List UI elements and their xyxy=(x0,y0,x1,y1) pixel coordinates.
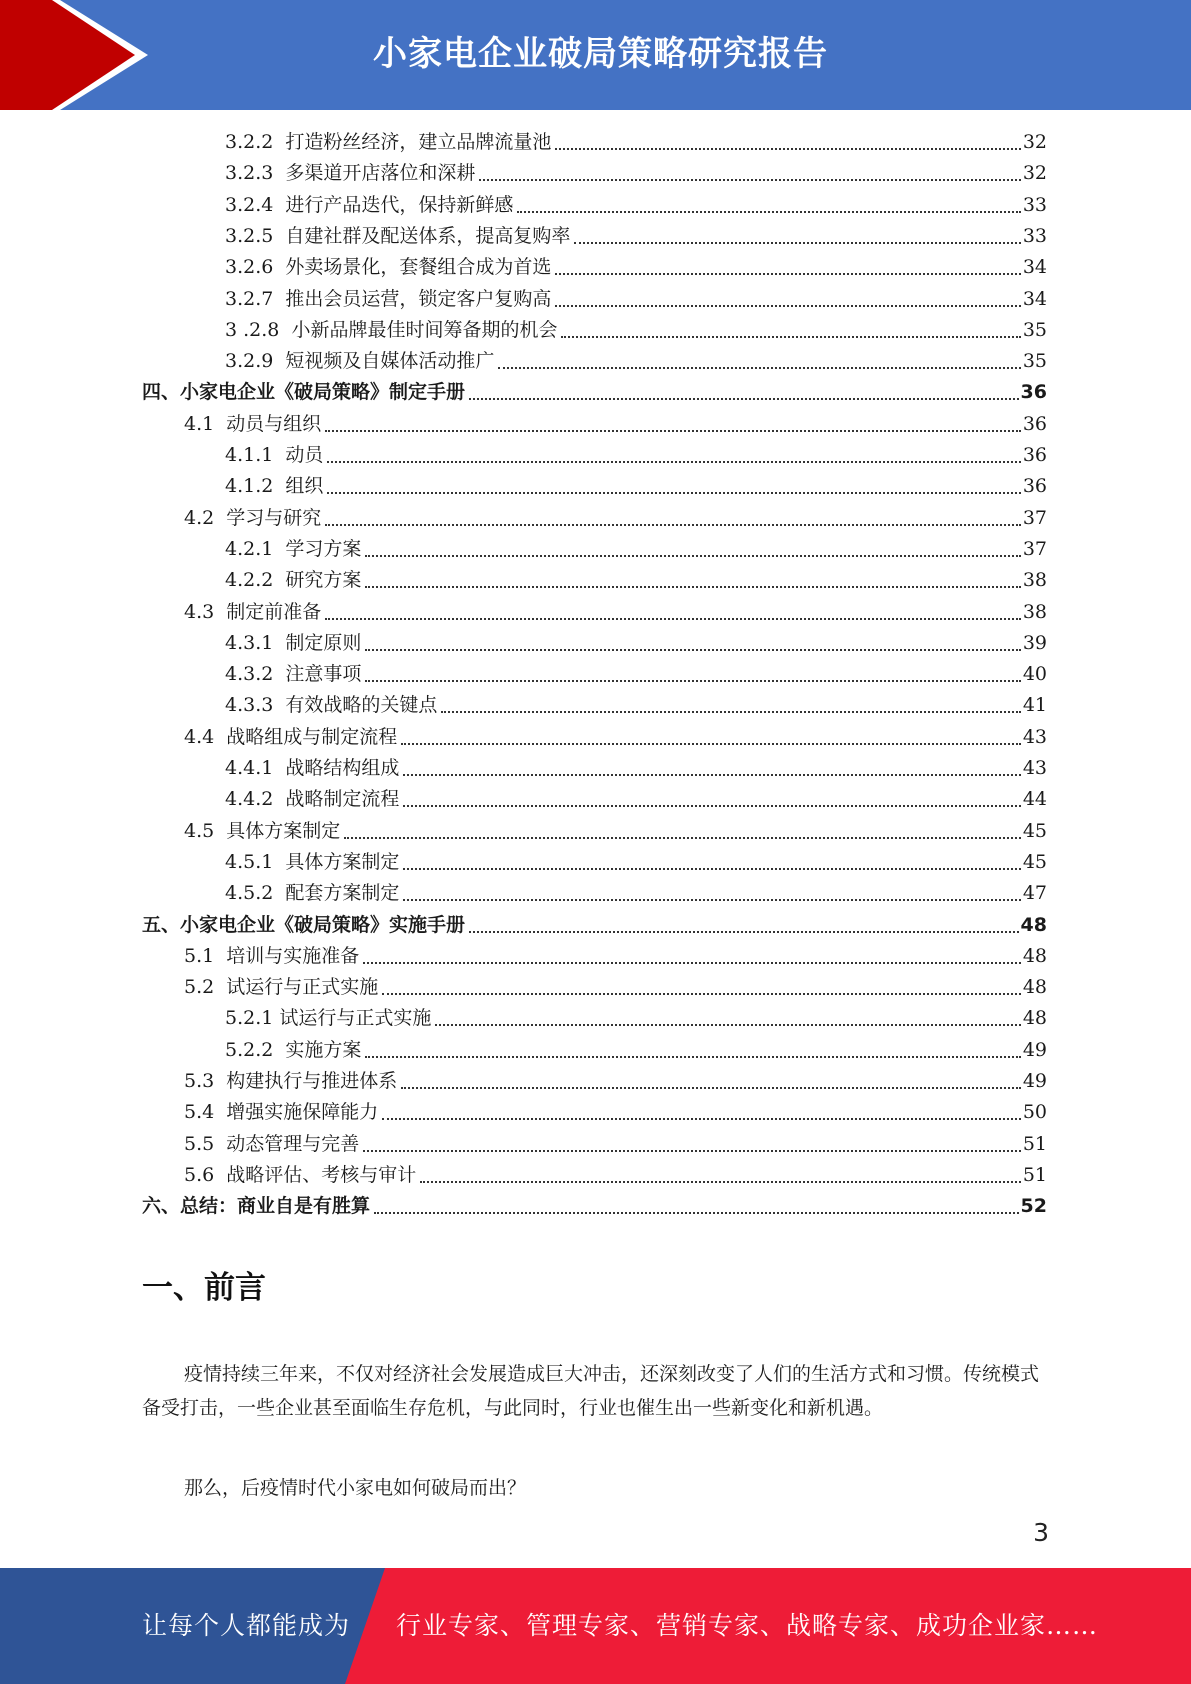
toc-dot-leader xyxy=(574,241,1020,244)
toc-entry-page-number: 45 xyxy=(1022,820,1047,842)
toc-entry[interactable] xyxy=(0,1035,1047,1066)
toc-entry-page-number: 40 xyxy=(1022,663,1047,685)
toc-entry-page-number: 39 xyxy=(1022,632,1047,654)
toc-entry[interactable] xyxy=(0,440,1047,471)
toc-dot-leader xyxy=(365,554,1020,557)
toc-entry-page-number: 48 xyxy=(1022,1007,1047,1029)
toc-entry[interactable] xyxy=(0,409,1047,440)
toc-dot-leader xyxy=(403,867,1020,870)
toc-entry-page-number: 38 xyxy=(1022,569,1047,591)
toc-entry-label: 5.3 构建执行与推进体系 xyxy=(184,1070,398,1092)
toc-entry-label: 5.4 增强实施保障能力 xyxy=(184,1101,379,1123)
toc-dot-leader xyxy=(325,429,1021,432)
toc-dot-leader xyxy=(561,335,1020,338)
toc-entry[interactable] xyxy=(0,158,1047,189)
toc-entry[interactable] xyxy=(0,910,1047,941)
toc-dot-leader xyxy=(344,836,1021,839)
toc-entry-page-number: 51 xyxy=(1022,1164,1047,1186)
toc-entry[interactable] xyxy=(0,784,1047,815)
toc-entry-label: 5.1 培训与实施准备 xyxy=(184,945,360,967)
toc-entry-page-number: 36 xyxy=(1022,475,1047,497)
toc-dot-leader xyxy=(403,804,1020,807)
page-header xyxy=(0,0,1191,110)
toc-entry-page-number: 37 xyxy=(1022,507,1047,529)
toc-entry-label: 4.1.1 动员 xyxy=(225,444,324,466)
toc-entry-label: 4.4.1 战略结构组成 xyxy=(225,757,400,779)
toc-dot-leader xyxy=(435,1023,1020,1026)
toc-entry-page-number: 33 xyxy=(1022,194,1047,216)
toc-entry-label: 4.2.1 学习方案 xyxy=(225,538,362,560)
toc-entry-label: 4.3.3 有效战略的关键点 xyxy=(225,694,438,716)
toc-entry[interactable] xyxy=(0,190,1047,221)
toc-dot-leader xyxy=(555,147,1020,150)
toc-dot-leader xyxy=(555,304,1020,307)
toc-entry-label: 4.4.2 战略制定流程 xyxy=(225,788,400,810)
toc-entry-label: 3 .2.8 小新品牌最佳时间筹备期的机会 xyxy=(225,319,558,341)
toc-entry[interactable] xyxy=(0,722,1047,753)
toc-entry[interactable] xyxy=(0,346,1047,377)
toc-dot-leader xyxy=(441,710,1020,713)
toc-entry-label: 3.2.5 自建社群及配送体系，提高复购率 xyxy=(225,225,571,247)
toc-entry-label: 五、小家电企业《破局策略》实施手册 xyxy=(142,914,466,936)
toc-dot-leader xyxy=(365,585,1020,588)
toc-dot-leader xyxy=(420,1180,1021,1183)
toc-entry-page-number: 50 xyxy=(1022,1101,1047,1123)
toc-entry[interactable] xyxy=(0,690,1047,721)
toc-entry-page-number: 36 xyxy=(1022,444,1047,466)
toc-entry[interactable] xyxy=(0,377,1047,408)
toc-entry-label: 六、总结：商业自是有胜算 xyxy=(142,1195,371,1217)
toc-entry[interactable] xyxy=(0,628,1047,659)
toc-entry-page-number: 43 xyxy=(1022,757,1047,779)
toc-dot-leader xyxy=(327,460,1020,463)
toc-entry[interactable] xyxy=(0,972,1047,1003)
toc-entry-page-number: 34 xyxy=(1022,256,1047,278)
document-title: 小家电企业破局策略研究报告 xyxy=(373,34,828,74)
toc-dot-leader xyxy=(327,491,1020,494)
toc-entry[interactable] xyxy=(0,284,1047,315)
toc-dot-leader xyxy=(382,992,1021,995)
toc-dot-leader xyxy=(403,773,1020,776)
toc-dot-leader xyxy=(363,961,1021,964)
toc-entry-label: 4.3 制定前准备 xyxy=(184,601,322,623)
toc-entry-label: 3.2.4 进行产品迭代，保持新鲜感 xyxy=(225,194,514,216)
toc-entry[interactable] xyxy=(0,127,1047,158)
toc-entry-page-number: 32 xyxy=(1022,162,1047,184)
toc-entry-label: 4.5 具体方案制定 xyxy=(184,820,341,842)
toc-dot-leader xyxy=(325,617,1021,620)
toc-entry-page-number: 33 xyxy=(1022,225,1047,247)
toc-dot-leader xyxy=(401,742,1021,745)
toc-entry-page-number: 49 xyxy=(1022,1039,1047,1061)
toc-entry[interactable] xyxy=(0,503,1047,534)
toc-entry-page-number: 47 xyxy=(1022,882,1047,904)
page-footer xyxy=(0,1568,1191,1684)
toc-entry-label: 3.2.7 推出会员运营，锁定客户复购高 xyxy=(225,288,552,310)
toc-entry[interactable] xyxy=(0,659,1047,690)
toc-entry[interactable] xyxy=(0,221,1047,252)
toc-entry-label: 4.2.2 研究方案 xyxy=(225,569,362,591)
toc-entry[interactable] xyxy=(0,1003,1047,1034)
toc-entry-label: 4.3.1 制定原则 xyxy=(225,632,362,654)
toc-entry-label: 5.6 战略评估、考核与审计 xyxy=(184,1164,417,1186)
toc-dot-leader xyxy=(517,210,1020,213)
toc-entry-page-number: 34 xyxy=(1022,288,1047,310)
toc-dot-leader xyxy=(365,679,1020,682)
toc-entry[interactable] xyxy=(0,1097,1047,1128)
toc-entry-page-number: 48 xyxy=(1020,914,1047,936)
toc-dot-leader xyxy=(555,272,1020,275)
toc-entry[interactable] xyxy=(0,1191,1047,1222)
toc-entry-label: 3.2.2 打造粉丝经济，建立品牌流量池 xyxy=(225,131,552,153)
toc-entry-label: 5.2.2 实施方案 xyxy=(225,1039,362,1061)
toc-entry-label: 5.2.1 试运行与正式实施 xyxy=(225,1007,432,1029)
toc-dot-leader xyxy=(403,898,1020,901)
toc-entry-label: 4.5.2 配套方案制定 xyxy=(225,882,400,904)
toc-entry-label: 4.3.2 注意事项 xyxy=(225,663,362,685)
toc-dot-leader xyxy=(325,523,1021,526)
toc-entry[interactable] xyxy=(0,534,1047,565)
toc-entry-page-number: 51 xyxy=(1022,1133,1047,1155)
toc-entry-page-number: 52 xyxy=(1020,1195,1047,1217)
toc-entry-label: 4.1 动员与组织 xyxy=(184,413,322,435)
body-paragraph: 那么，后疫情时代小家电如何破局而出？ xyxy=(184,1477,527,1499)
toc-entry[interactable] xyxy=(0,816,1047,847)
toc-entry-label: 3.2.9 短视频及自媒体活动推广 xyxy=(225,350,495,372)
toc-entry-label: 5.5 动态管理与完善 xyxy=(184,1133,360,1155)
toc-entry-page-number: 49 xyxy=(1022,1070,1047,1092)
toc-dot-leader xyxy=(469,930,1019,933)
toc-entry-page-number: 41 xyxy=(1022,694,1047,716)
toc-entry-page-number: 48 xyxy=(1022,945,1047,967)
toc-entry[interactable] xyxy=(0,565,1047,596)
toc-entry-page-number: 36 xyxy=(1020,381,1047,403)
toc-dot-leader xyxy=(365,648,1020,651)
toc-entry[interactable] xyxy=(0,878,1047,909)
toc-entry[interactable] xyxy=(0,315,1047,346)
footer-slogan-left: 让每个人都能成为 xyxy=(142,1611,351,1640)
toc-entry-label: 4.2 学习与研究 xyxy=(184,507,322,529)
toc-dot-leader xyxy=(363,1149,1021,1152)
toc-entry-label: 3.2.3 多渠道开店落位和深耕 xyxy=(225,162,476,184)
toc-entry[interactable] xyxy=(0,1066,1047,1097)
toc-entry-page-number: 38 xyxy=(1022,601,1047,623)
toc-dot-leader xyxy=(401,1086,1021,1089)
toc-entry-page-number: 35 xyxy=(1022,350,1047,372)
toc-entry[interactable] xyxy=(0,941,1047,972)
body-paragraph: 疫情持续三年来，不仅对经济社会发展造成巨大冲击，还深刻改变了人们的生活方式和习惯。传统模式备受打击，一些企业甚至面临生存危机，与此同时，行业也催生出一些新变化和新机遇。 xyxy=(142,1363,1040,1419)
toc-entry-label: 4.4 战略组成与制定流程 xyxy=(184,726,398,748)
toc-dot-leader xyxy=(382,1117,1021,1120)
toc-dot-leader xyxy=(469,397,1019,400)
footer-slogan-right: 行业专家、管理专家、营销专家、战略专家、成功企业家…… xyxy=(396,1611,1099,1640)
toc-entry-label: 4.5.1 具体方案制定 xyxy=(225,851,400,873)
toc-entry[interactable] xyxy=(0,252,1047,283)
toc-entry-page-number: 32 xyxy=(1022,131,1047,153)
toc-dot-leader xyxy=(498,366,1020,369)
toc-entry[interactable] xyxy=(0,753,1047,784)
toc-dot-leader xyxy=(479,178,1020,181)
toc-entry-page-number: 36 xyxy=(1022,413,1047,435)
toc-entry-page-number: 43 xyxy=(1022,726,1047,748)
toc-entry-page-number: 44 xyxy=(1022,788,1047,810)
toc-entry-label: 四、小家电企业《破局策略》制定手册 xyxy=(142,381,466,403)
page-number: 3 xyxy=(1033,1518,1049,1547)
toc-entry[interactable] xyxy=(0,471,1047,502)
toc-dot-leader xyxy=(374,1211,1019,1214)
toc-entry-label: 4.1.2 组织 xyxy=(225,475,324,497)
toc-entry-label: 3.2.6 外卖场景化，套餐组合成为首选 xyxy=(225,256,552,278)
toc-entry-page-number: 48 xyxy=(1022,976,1047,998)
section-heading: 一、前言 xyxy=(142,1270,266,1306)
toc-entry[interactable] xyxy=(0,847,1047,878)
toc-entry[interactable] xyxy=(0,1129,1047,1160)
toc-entry-page-number: 45 xyxy=(1022,851,1047,873)
toc-entry-page-number: 35 xyxy=(1022,319,1047,341)
toc-entry[interactable] xyxy=(0,1160,1047,1191)
toc-entry[interactable] xyxy=(0,597,1047,628)
toc-entry-page-number: 37 xyxy=(1022,538,1047,560)
toc-entry-label: 5.2 试运行与正式实施 xyxy=(184,976,379,998)
toc-dot-leader xyxy=(365,1055,1020,1058)
